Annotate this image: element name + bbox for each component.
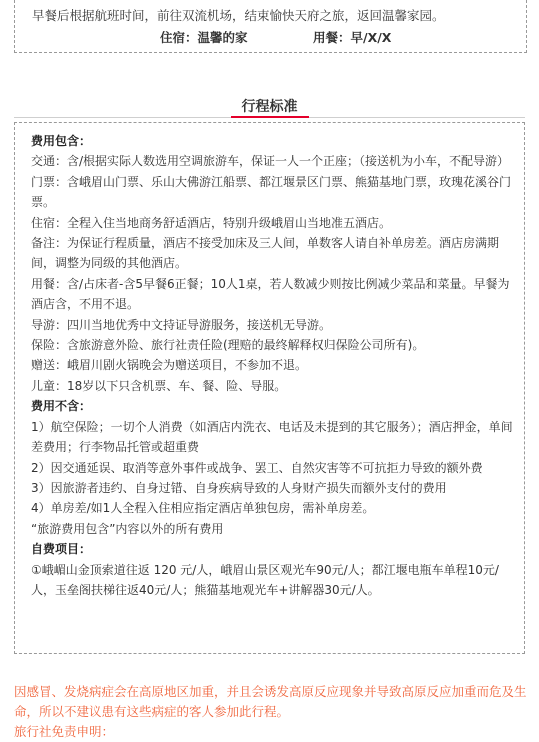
notes-item: 备注：为保证行程质量，酒店不接受加床及三人间，单数客人请自补单房差。酒店房满期间，调整为同级的其他酒店。 xyxy=(31,236,500,271)
excluded-item: 2）因交通延误、取消等意外事件或战争、罢工、自然灾害等不可抗拒力导致的额外费 xyxy=(31,460,483,475)
self-pay-heading: 自费项目： xyxy=(31,542,92,557)
excluded-item: 1）航空保险；一切个人消费（如酒店内洗衣、电话及未提到的其它服务）；酒店押金，单间差费用；行李物品托管或超重费 xyxy=(31,419,513,455)
last-day-description: 早餐后根据航班时间，前往双流机场，结束愉快天府之旅，返回温馨家园。 xyxy=(32,8,445,23)
tickets-item: 门票：含峨眉山门票、乐山大佛游江船票、都江堰景区门票、熊猫基地门票，玫瑰花溪谷门票。 xyxy=(31,174,512,210)
meals-label: 用餐：早/X/X xyxy=(313,30,392,45)
self-pay-item: ①峨嵋山金顶索道往返 120 元/人，峨眉山景区观光车90元/人；都江堰电瓶车单程10元/人，玉垒阁扶梯往返40元/人；熊猫基地观光车+讲解器30元/人。 xyxy=(31,562,499,597)
excluded-item: 4）单房差/如1人全程入住相应指定酒店单独包房，需补单房差。 xyxy=(31,501,375,516)
gift-item: 赠送：峨眉川剧火锅晚会为赠送项目，不参加不退。 xyxy=(31,358,308,373)
health-warning: 因感冒、发烧病症会在高原地区加重，并且会诱发高原反应现象并导致高原反应加重而危及生命，所以不建议患有这些病症的客人参加此行程。 xyxy=(14,684,527,719)
guide-item: 导游：四川当地优秀中文持证导游服务，接送机无导游。 xyxy=(31,317,332,332)
health-notice xyxy=(14,682,532,742)
insurance-item: 保险：含旅游意外险、旅行社责任险(理赔的最终解释权归保险公司所有)。 xyxy=(31,338,425,353)
excluded-item: “旅游费用包含”内容以外的所有费用 xyxy=(31,521,224,536)
excluded-item: 3）因旅游者违约、自身过错、自身疾病导致的人身财产损失而额外支付的费用 xyxy=(31,480,447,495)
hotel-item: 住宿：全程入住当地商务舒适酒店，特别升级峨眉山当地准五酒店。 xyxy=(31,215,392,230)
section-title-underline xyxy=(231,116,309,118)
meals-item: 用餐：含/占床者-含5早餐6正餐；10人1桌，若人数减少则按比例减少菜品和菜量。早餐为酒店含，不用不退。 xyxy=(31,276,510,312)
section-title: 行程标准 xyxy=(241,99,298,115)
fees-excluded-heading: 费用不含： xyxy=(31,399,92,414)
standards-content xyxy=(31,131,515,600)
fees-included-heading: 费用包含： xyxy=(31,134,92,148)
disclaimer-heading: 旅行社免责申明： xyxy=(14,724,115,739)
transport-item: 交通：含/根据实际人数选用空调旅游车，保证一人一个正座；（接送机为小车，不配导游） xyxy=(31,154,510,169)
children-item: 儿童：18岁以下只含机票、车、餐、险、导服。 xyxy=(31,378,287,393)
accommodation-label: 住宿：温馨的家 xyxy=(160,30,248,45)
